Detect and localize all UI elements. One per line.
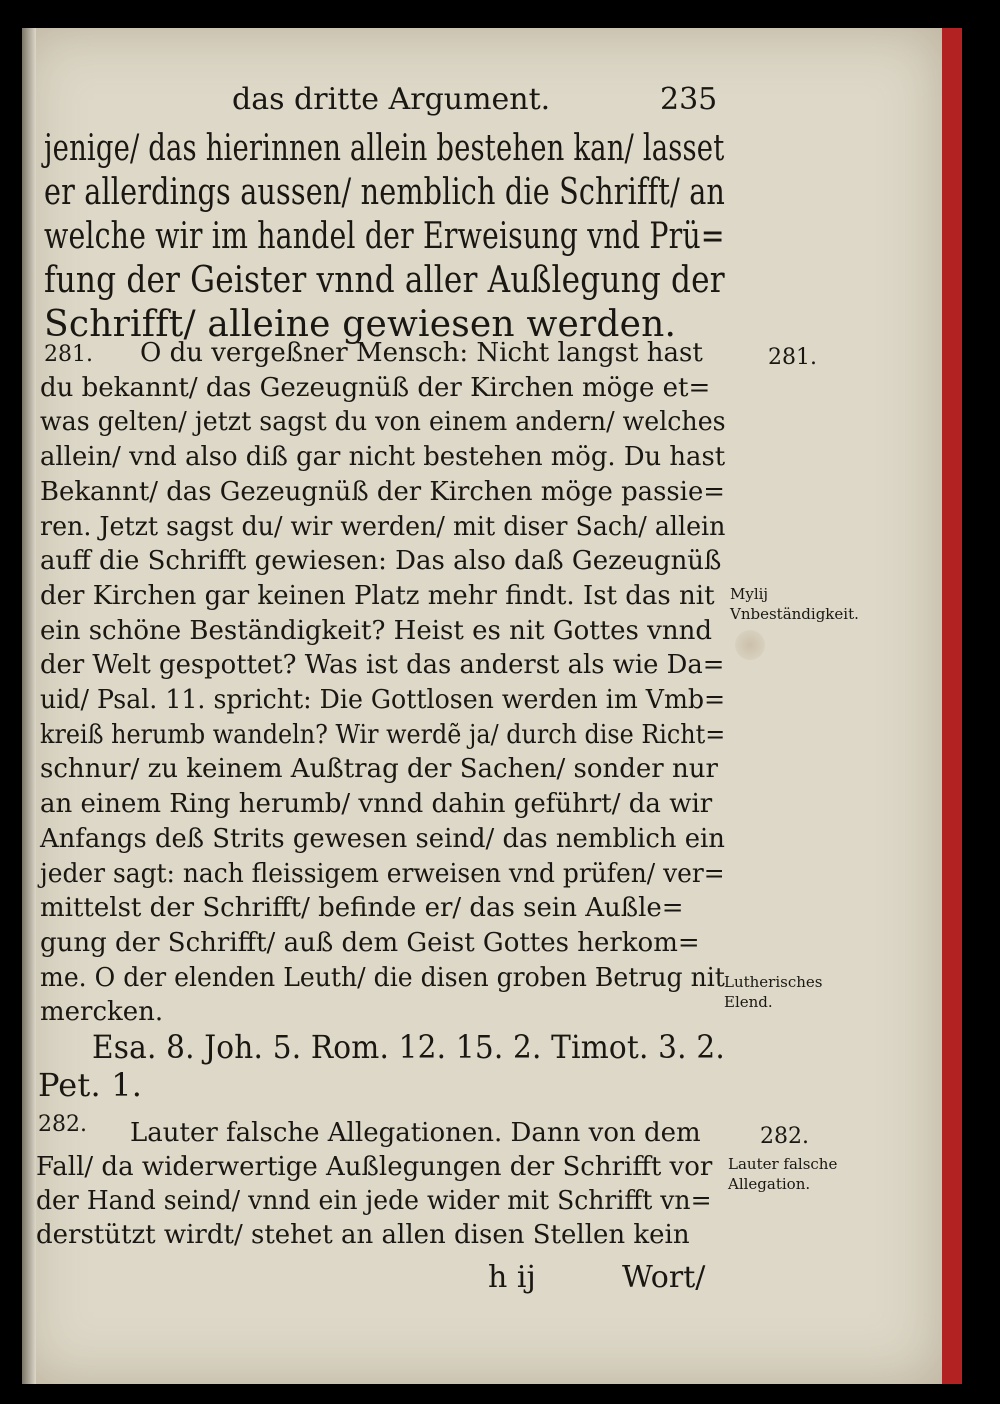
text-line: was gelten/ jetzt sagst du von einem andern/ welches [40, 407, 726, 438]
signature-mark: h ij [488, 1260, 536, 1295]
section-281-number: 281. [44, 342, 93, 367]
text-line: der Hand seind/ vnnd ein jede wider mit Schrifft vn= [36, 1186, 712, 1216]
text-line: fung der Geister vnnd aller Außlegung der [44, 260, 725, 301]
text-line: er allerdings aussen/ nemblich die Schrifft/ an [44, 172, 726, 213]
text-line: O du vergeßner Mensch: Nicht langst hast [140, 338, 703, 368]
text-line: mercken. [40, 997, 164, 1028]
section-282-margin-number: 282. [760, 1124, 809, 1149]
text-line: ren. Jetzt sagst du/ wir werden/ mit diser Sach/ allein [40, 511, 726, 542]
text-line: du bekannt/ das Gezeugnüß der Kirchen möge et= [40, 372, 711, 403]
margin-note-lutherisches: Lutherisches Elend. [724, 973, 823, 1011]
scripture-references-cont: Pet. 1. [38, 1066, 143, 1104]
catchword: Wort/ [622, 1260, 706, 1295]
text-line: gung der Schrifft/ auß dem Geist Gottes herkom= [40, 927, 700, 958]
text-line: Anfangs deß Strits gewesen seind/ das nemblich ein [40, 823, 725, 854]
text-line: mittelst der Schrifft/ befinde er/ das sein Außle= [40, 893, 684, 924]
text-line: jeder sagt: nach fleissigem erweisen vnd prüfen/ ver= [40, 858, 725, 889]
running-title: das dritte Argument. [232, 82, 551, 117]
text-line: ein schöne Beständigkeit? Heist es nit Gottes vnnd [40, 615, 712, 646]
text-line: allein/ vnd also diß gar nicht bestehen mög. Du hast [40, 442, 726, 473]
text-line: me. O der elenden Leuth/ die disen groben Betrug nit [40, 962, 725, 993]
text-line: Fall/ da widerwertige Außlegungen der Schrifft vor [36, 1152, 713, 1182]
text-line: Schrifft/ alleine gewiesen werden. [44, 304, 677, 345]
text-line: der Kirchen gar keinen Platz mehr findt. Ist das nit [40, 580, 715, 611]
text-line: an einem Ring herumb/ vnnd dahin geführt/ da wir [40, 789, 713, 820]
margin-note-allegation: Lauter falsche Allegation. [728, 1155, 838, 1193]
text-line: jenige/ das hierinnen allein bestehen kan/ lasset [44, 128, 725, 169]
page-number: 235 [660, 82, 718, 117]
text-line: uid/ Psal. 11. spricht: Die Gottlosen werden im Vmb= [40, 685, 726, 715]
page-gutter [22, 28, 36, 1384]
page-edge-strip [942, 28, 962, 1384]
text-line: Bekannt/ das Gezeugnüß der Kirchen möge passie= [40, 476, 725, 507]
margin-note-mylij: Mylij Vnbeständigkeit. [730, 585, 859, 623]
text-line: derstützt wirdt/ stehet an allen disen Stellen kein [36, 1220, 690, 1250]
text-line: schnur/ zu keinem Außtrag der Sachen/ sonder nur [40, 754, 718, 785]
text-line: kreiß herumb wandeln? Wir werdẽ ja/ durch dise Richt= [40, 719, 726, 750]
text-line: auff die Schrifft gewiesen: Das also daß Gezeugnüß [40, 546, 722, 577]
section-282-number: 282. [38, 1112, 87, 1137]
scripture-references: Esa. 8. Joh. 5. Rom. 12. 15. 2. Timot. 3. 2. [92, 1028, 725, 1066]
section-281-margin-number: 281. [768, 345, 817, 370]
paper-stain [735, 630, 765, 660]
text-line: der Welt gespottet? Was ist das anderst als wie Da= [40, 650, 725, 681]
text-line: welche wir im handel der Erweisung vnd Prü= [44, 216, 725, 257]
text-line: Lauter falsche Allegationen. Dann von dem [130, 1118, 701, 1148]
